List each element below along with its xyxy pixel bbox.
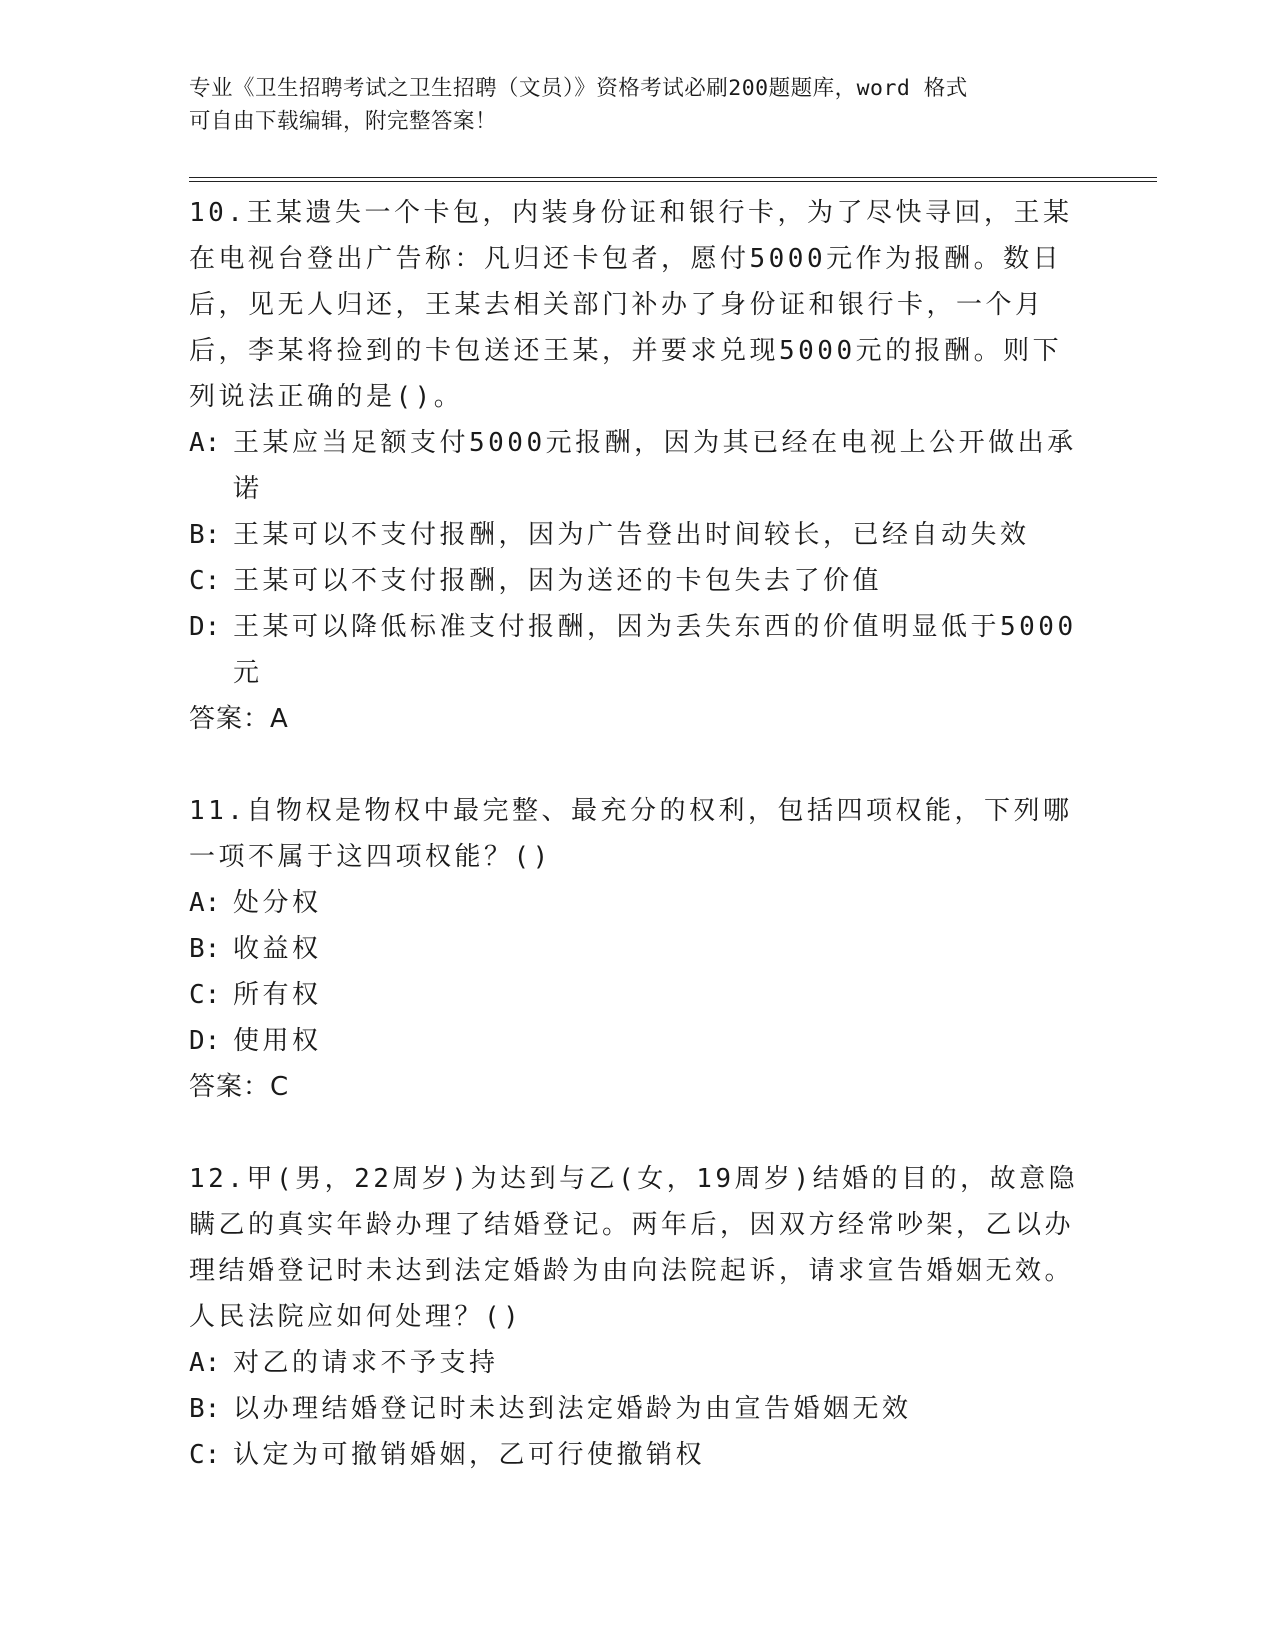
option-letter: A: <box>189 1348 221 1378</box>
question-list <box>189 190 1089 1478</box>
option-d <box>189 604 1089 696</box>
option-letter: C: <box>189 980 221 1010</box>
option-a <box>189 1340 1089 1386</box>
option-text: 处分权 <box>233 888 322 918</box>
option-text: 王某应当足额支付5000元报酬，因为其已经在电视上公开做出承诺 <box>233 428 1077 504</box>
question-12 <box>189 1156 1089 1478</box>
option-letter: D: <box>189 1026 221 1056</box>
option-letter: A: <box>189 888 221 918</box>
option-b <box>189 1386 1089 1432</box>
option-a <box>189 880 1089 926</box>
option-letter: A: <box>189 428 221 458</box>
option-c <box>189 972 1089 1018</box>
option-letter: D: <box>189 612 221 642</box>
option-d <box>189 1018 1089 1064</box>
option-text: 使用权 <box>233 1026 322 1056</box>
header-line-2: 可自由下载编辑，附完整答案！ <box>189 109 498 134</box>
option-letter: B: <box>189 934 221 964</box>
option-a <box>189 420 1089 512</box>
option-text: 以办理结婚登记时未达到法定婚龄为由宣告婚姻无效 <box>233 1394 912 1424</box>
option-text: 王某可以不支付报酬，因为广告登出时间较长，已经自动失效 <box>233 520 1030 550</box>
option-text: 收益权 <box>233 934 322 964</box>
header-line-1: 专业《卫生招聘考试之卫生招聘（文员）》资格考试必刷200题题库，word 格式 <box>189 76 968 101</box>
option-text: 认定为可撤销婚姻，乙可行使撤销权 <box>233 1440 706 1470</box>
question-stem: 10.王某遗失一个卡包，内装身份证和银行卡，为了尽快寻回，王某在电视台登出广告称：凡归还卡包者，愿付5000元作为报酬。数日后，见无人归还，王某去相关部门补办了身份证和银行卡，一个月后，李某将捡到的卡包送还王某，并要求兑现5000元的报酬。则下列说法正确的是()。 <box>189 198 1073 412</box>
question-spacer <box>189 742 1089 788</box>
option-letter: B: <box>189 1394 221 1424</box>
answer-line: 答案：C <box>189 1072 290 1102</box>
option-letter: C: <box>189 566 221 596</box>
option-text: 王某可以不支付报酬，因为送还的卡包失去了价值 <box>233 566 883 596</box>
option-text: 对乙的请求不予支持 <box>233 1348 499 1378</box>
question-spacer <box>189 1110 1089 1156</box>
option-text: 王某可以降低标准支付报酬，因为丢失东西的价值明显低于5000元 <box>233 612 1077 688</box>
option-c <box>189 1432 1089 1478</box>
option-b <box>189 926 1089 972</box>
option-text: 所有权 <box>233 980 322 1010</box>
question-10 <box>189 190 1089 742</box>
option-b <box>189 512 1089 558</box>
option-letter: B: <box>189 520 221 550</box>
option-letter: C: <box>189 1440 221 1470</box>
question-stem: 12.甲(男，22周岁)为达到与乙(女，19周岁)结婚的目的，故意隐瞒乙的真实年龄办理了结婚登记。两年后，因双方经常吵架，乙以办理结婚登记时未达到法定婚龄为由向法院起诉，请求宣告婚姻无效。人民法院应如何处理？() <box>189 1164 1079 1332</box>
option-c <box>189 558 1089 604</box>
document-header <box>189 72 1069 138</box>
header-divider <box>189 177 1157 182</box>
question-11 <box>189 788 1089 1110</box>
question-stem: 11.自物权是物权中最完整、最充分的权利，包括四项权能，下列哪一项不属于这四项权能？() <box>189 796 1073 872</box>
answer-line: 答案：A <box>189 704 289 734</box>
